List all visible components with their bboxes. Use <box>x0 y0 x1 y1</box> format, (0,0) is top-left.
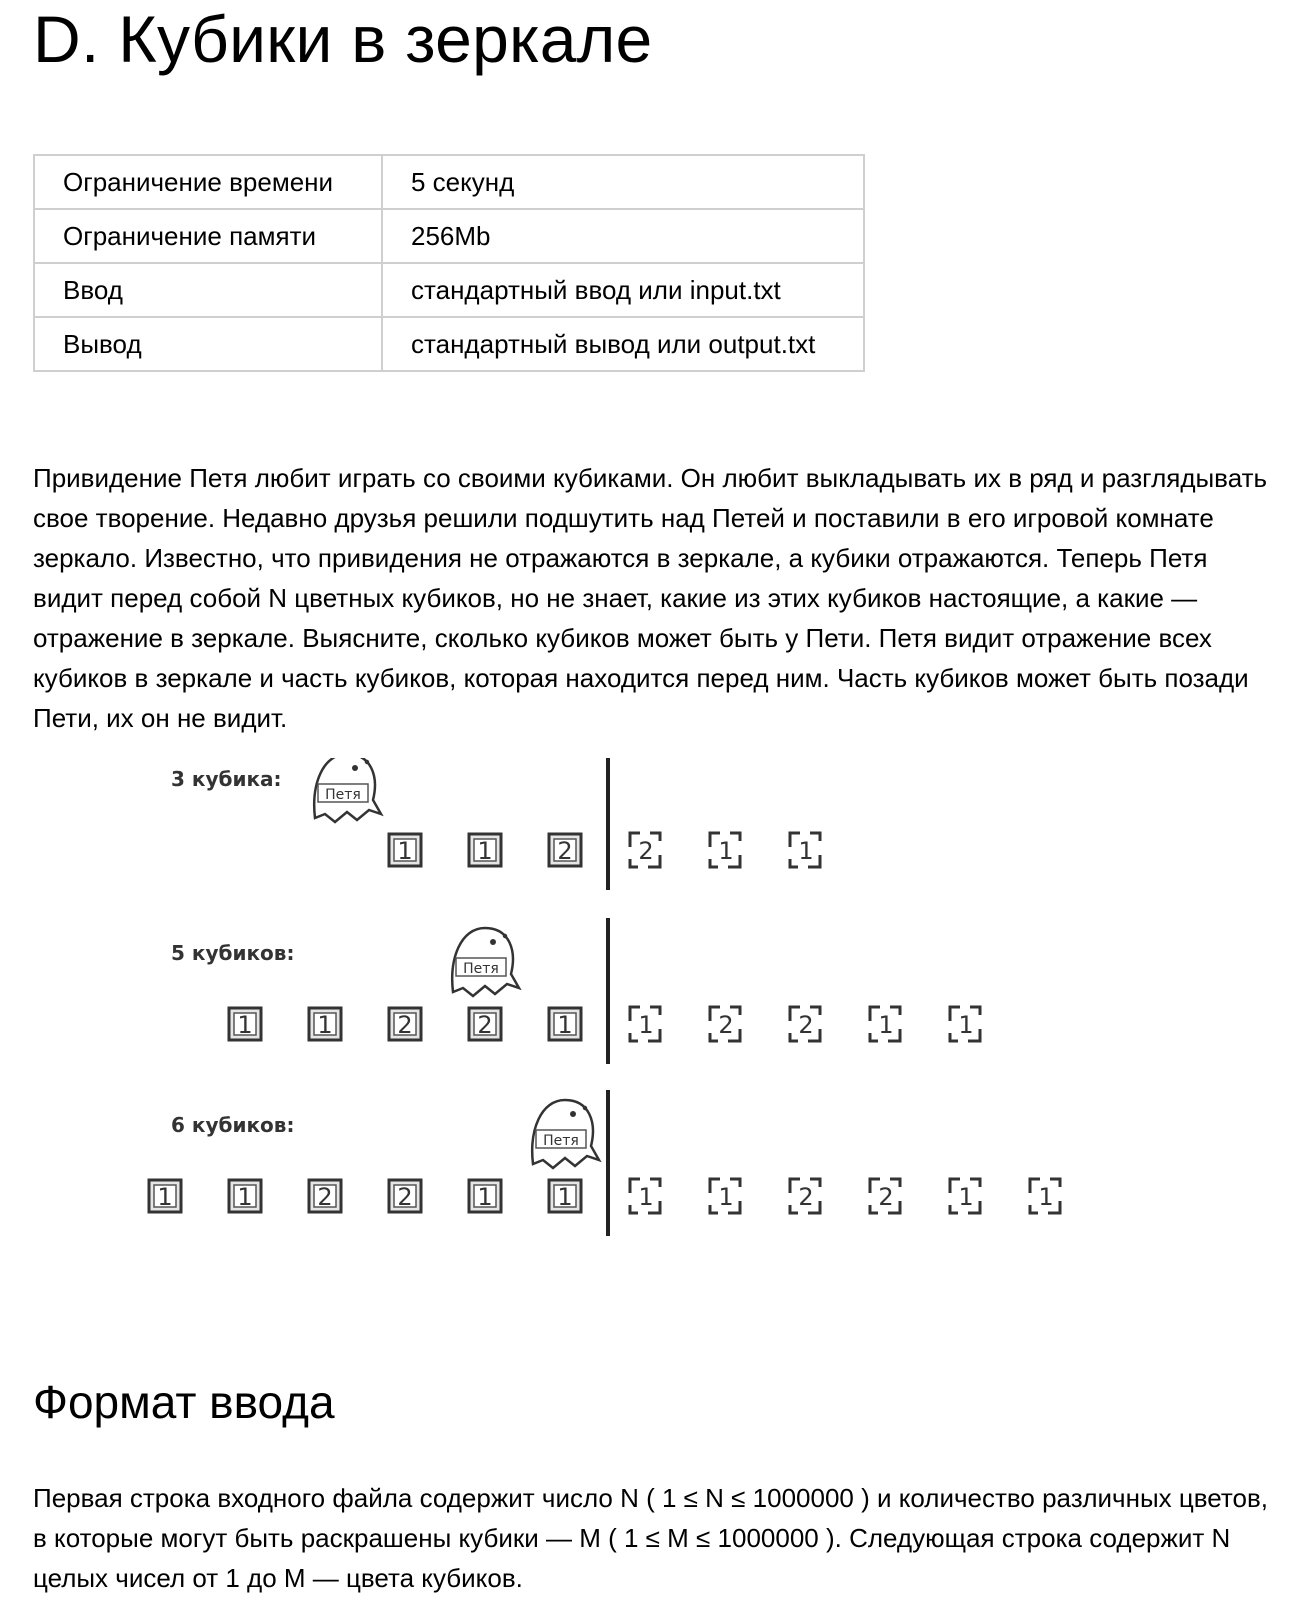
cube-number: 1 <box>638 1011 654 1039</box>
cube-number: 1 <box>237 1183 253 1211</box>
real-cube <box>549 834 581 866</box>
figure-row-label: 6 кубиков: <box>171 1113 295 1137</box>
real-cube <box>149 1180 181 1212</box>
cube-number: 1 <box>798 837 814 865</box>
ghost-label: Петя <box>543 1133 579 1149</box>
ghost-label: Петя <box>463 961 499 977</box>
cube-number: 2 <box>477 1011 493 1039</box>
cube-number: 2 <box>798 1183 814 1211</box>
cube-number: 1 <box>157 1183 173 1211</box>
cube-number: 2 <box>798 1011 814 1039</box>
mirrored-cube <box>790 1007 820 1041</box>
mirrored-cube <box>710 1179 740 1213</box>
table-row <box>34 155 864 209</box>
table-row <box>34 209 864 263</box>
mirrored-cube <box>630 1179 660 1213</box>
cube-number: 1 <box>477 837 493 865</box>
ghost-label: Петя <box>325 787 361 803</box>
figure-row-label: 3 кубика: <box>171 767 282 791</box>
cube-number: 1 <box>1038 1183 1054 1211</box>
cube-number: 1 <box>237 1011 253 1039</box>
real-cube <box>309 1008 341 1040</box>
mirror-illustration <box>33 758 1273 1268</box>
real-cube <box>469 834 501 866</box>
ghost-eye <box>490 939 496 945</box>
mirrored-cube <box>870 1179 900 1213</box>
input-format-heading: Формат ввода <box>33 1376 335 1428</box>
cube-number: 2 <box>397 1011 413 1039</box>
cube-number: 1 <box>718 1183 734 1211</box>
figure-row-label: 5 кубиков: <box>171 941 295 965</box>
cube-number: 2 <box>397 1183 413 1211</box>
mirrored-cube <box>950 1179 980 1213</box>
input-label: Ввод <box>34 263 382 317</box>
mirrored-cube <box>790 1179 820 1213</box>
real-cube <box>389 1180 421 1212</box>
ghost-petya <box>532 1100 599 1168</box>
limits-table <box>33 154 865 372</box>
mirrored-cube <box>630 833 660 867</box>
mirrored-cube <box>710 1007 740 1041</box>
page-title: D. Кубики в зеркале <box>33 2 653 76</box>
output-value: стандартный вывод или output.txt <box>382 317 864 371</box>
cube-number: 1 <box>557 1183 573 1211</box>
real-cube <box>389 1008 421 1040</box>
real-cube <box>549 1008 581 1040</box>
output-label: Вывод <box>34 317 382 371</box>
figure-row <box>149 1090 1060 1236</box>
cube-number: 1 <box>557 1011 573 1039</box>
real-cube <box>309 1180 341 1212</box>
mirrored-cube <box>790 833 820 867</box>
cube-number: 2 <box>718 1011 734 1039</box>
cube-number: 1 <box>477 1183 493 1211</box>
cube-number: 1 <box>878 1011 894 1039</box>
mirrored-cube <box>630 1007 660 1041</box>
cube-number: 2 <box>557 837 573 865</box>
cube-number: 2 <box>878 1183 894 1211</box>
real-cube <box>389 834 421 866</box>
figure-row <box>171 758 820 890</box>
cube-number: 2 <box>638 837 654 865</box>
time-limit-label: Ограничение времени <box>34 155 382 209</box>
mirrored-cube <box>710 833 740 867</box>
figure-row <box>171 918 980 1064</box>
cube-number: 1 <box>958 1011 974 1039</box>
real-cube <box>229 1008 261 1040</box>
real-cube <box>229 1180 261 1212</box>
table-row <box>34 317 864 371</box>
ghost-petya <box>452 928 519 996</box>
real-cube <box>549 1180 581 1212</box>
memory-limit-value: 256Mb <box>382 209 864 263</box>
input-value: стандартный ввод или input.txt <box>382 263 864 317</box>
time-limit-value: 5 секунд <box>382 155 864 209</box>
cube-number: 1 <box>397 837 413 865</box>
ghost-eye <box>583 1106 587 1110</box>
real-cube <box>469 1008 501 1040</box>
ghost-eye <box>503 934 507 938</box>
table-row <box>34 263 864 317</box>
cube-number: 1 <box>718 837 734 865</box>
ghost-eye <box>365 760 369 764</box>
memory-limit-label: Ограничение памяти <box>34 209 382 263</box>
ghost-eye <box>570 1111 576 1117</box>
ghost-petya <box>314 758 381 822</box>
cube-number: 2 <box>317 1183 333 1211</box>
problem-statement: Привидение Петя любит играть со своими кубиками. Он любит выкладывать их в ряд и разглядывать свое творение. Недавно друзья решили подшутить над Петей и поставили в его игровой комнате зеркало. Известно, что привидения не отражаются в зеркале, а кубики отражаются. Теперь Петя видит перед собой N цветных кубиков, но не знает, какие из этих кубиков настоящие, а какие — отражение в зеркале. Выясните, сколько кубиков может быть у Пети. Петя видит отражение всех кубиков в зеркале и часть кубиков, которая находится перед ним. Часть кубиков может быть позади Пети, их он не видит. <box>33 463 1268 733</box>
cube-number: 1 <box>958 1183 974 1211</box>
input-format-text: Первая строка входного файла содержит число N ( 1 ≤ N ≤ 1000000 ) и количество различных цветов, в которые могут быть раскрашены кубики — M ( 1 ≤ M ≤ 1000000 ). Следующая строка содержит N целых чисел от 1 до M — цвета кубиков. <box>33 1483 1268 1593</box>
mirrored-cube <box>950 1007 980 1041</box>
real-cube <box>469 1180 501 1212</box>
ghost-eye <box>352 765 358 771</box>
mirrored-cube <box>870 1007 900 1041</box>
cube-number: 1 <box>638 1183 654 1211</box>
cube-number: 1 <box>317 1011 333 1039</box>
mirrored-cube <box>1030 1179 1060 1213</box>
